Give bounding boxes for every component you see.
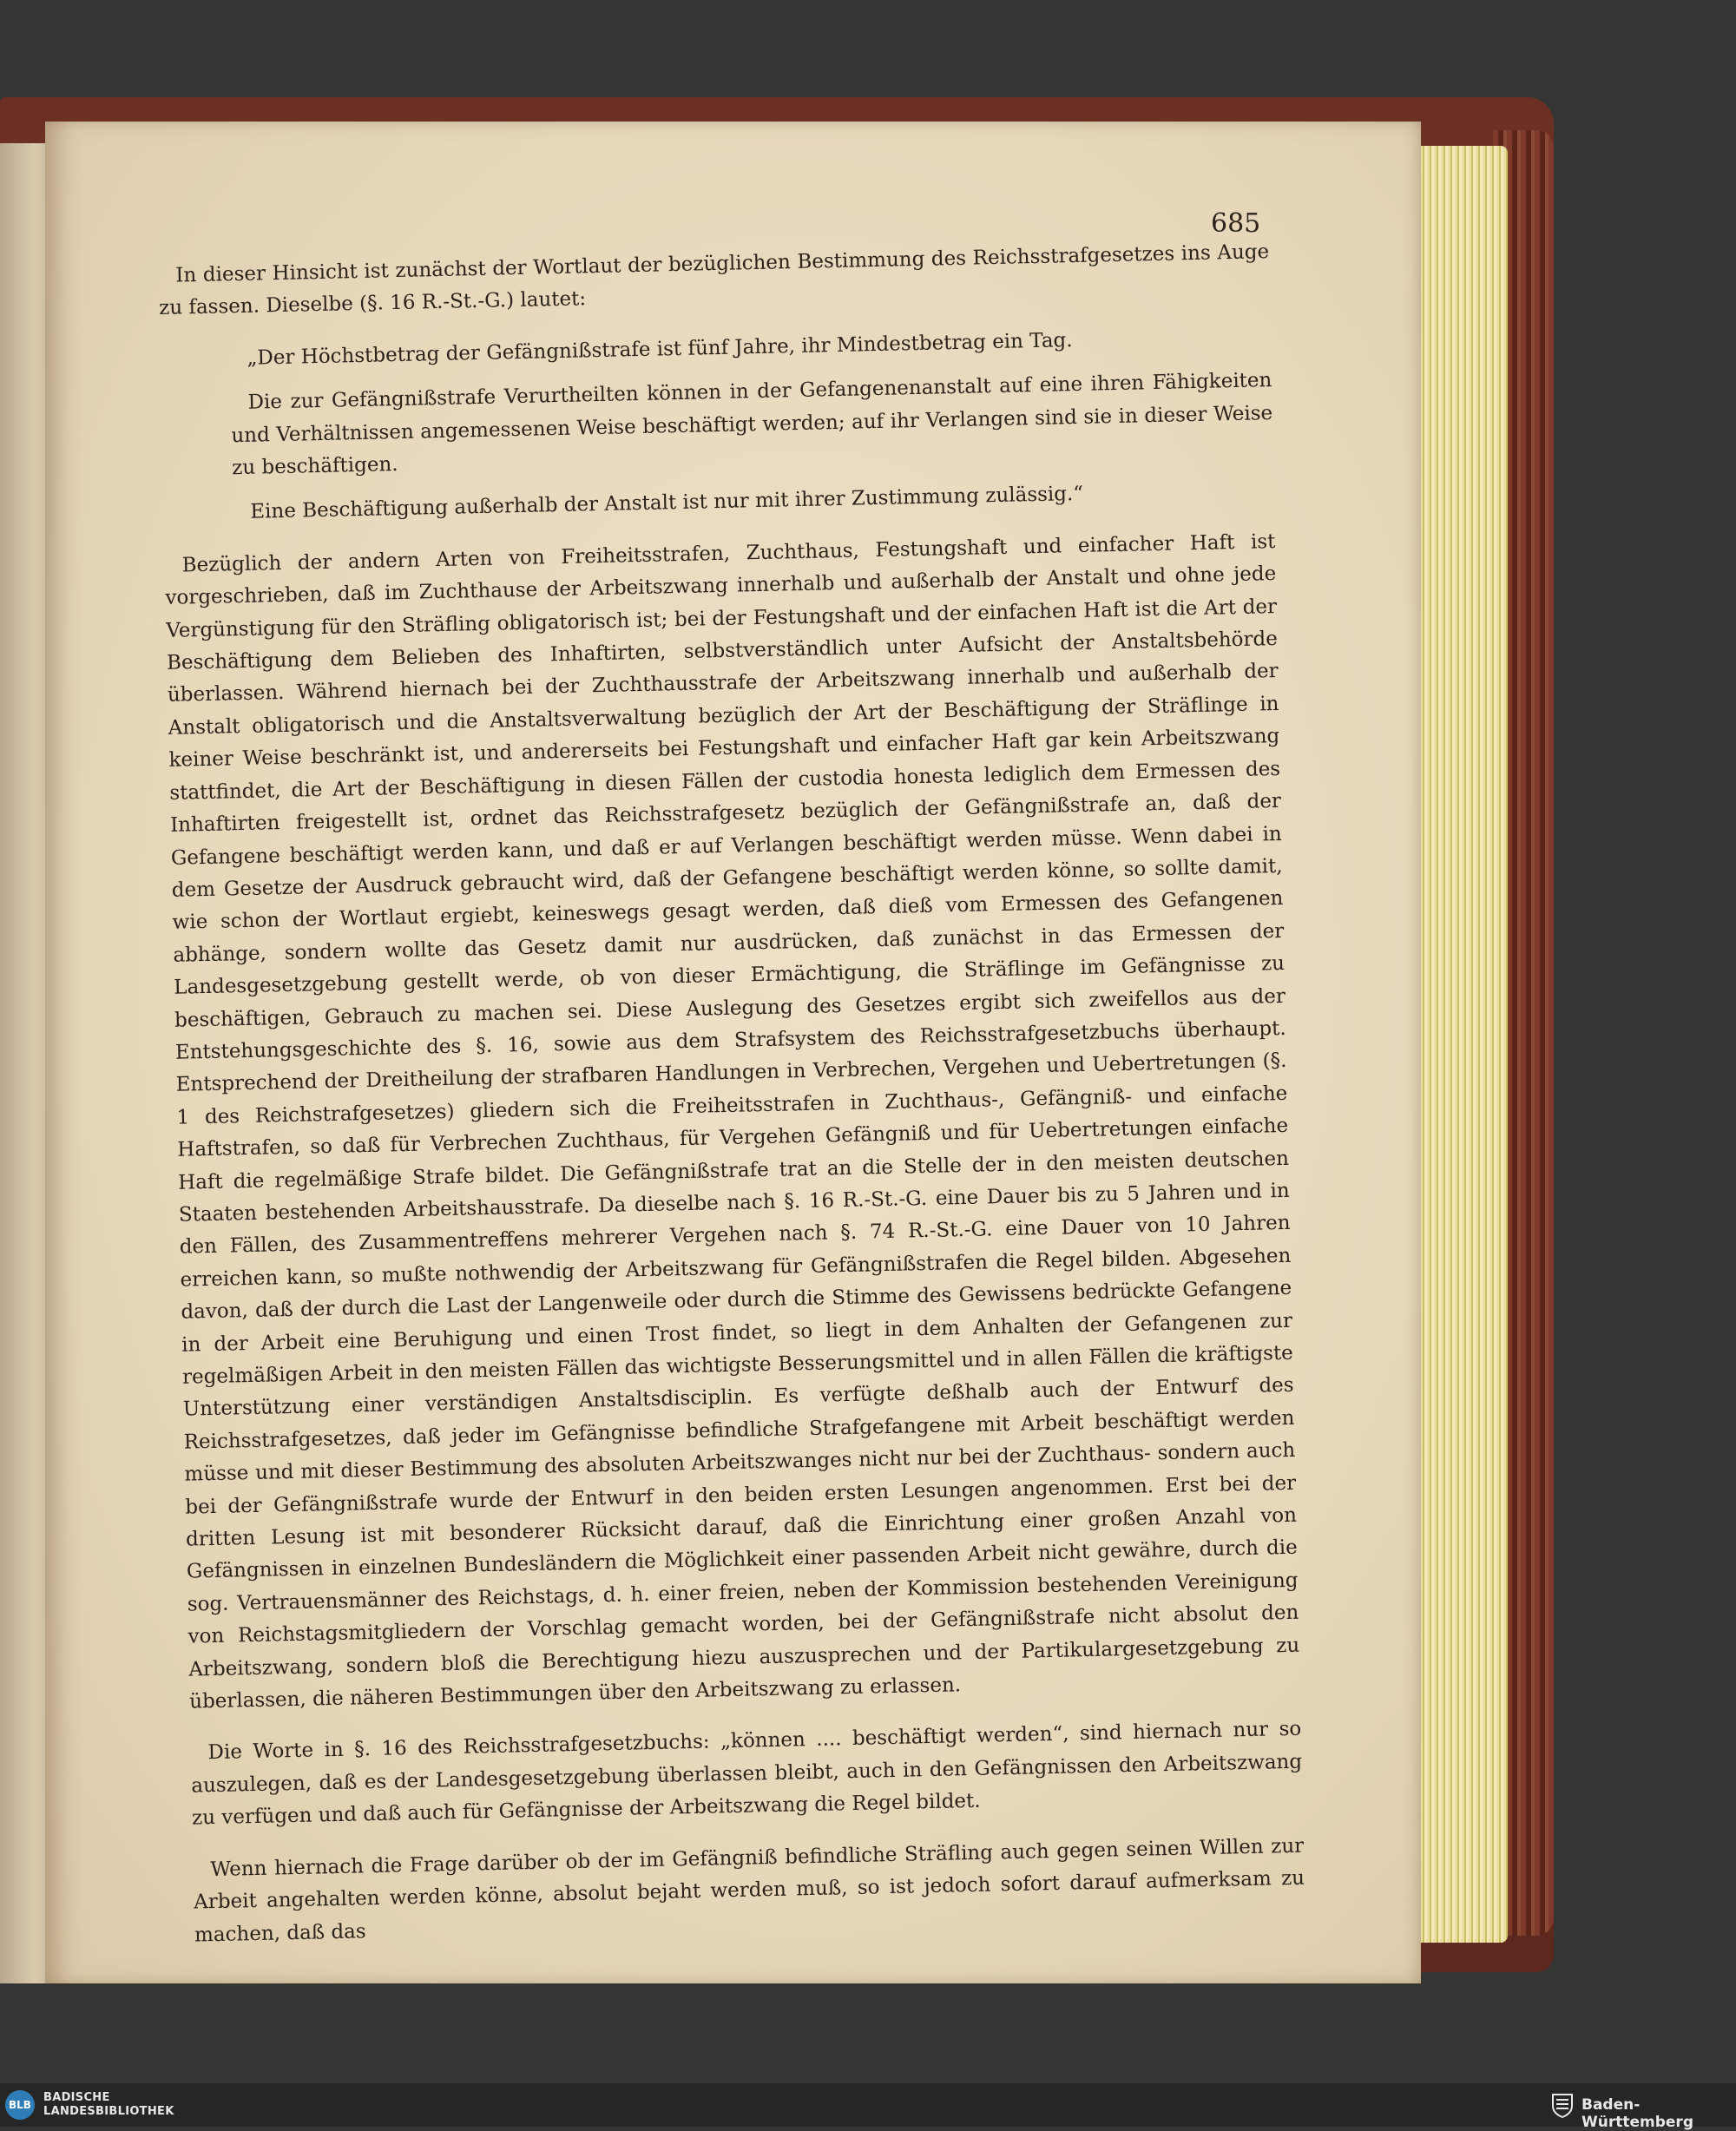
blb-name[interactable] xyxy=(43,2091,174,2119)
paragraph-main: Bezüglich der andern Arten von Freiheitsstrafen, Zuchthaus, Festungshaft und einfacher Haft ist vorgeschrieben, daß im Zuchthause der Arbeitszwang innerhalb und außerhalb der Anstalt und ohne jede Vergünstigung für den Sträfling obligatorisch ist; bei der Festungshaft und der einfachen Haft ist die Art der Beschäftigung dem Belieben des Inhaftirten, selbstverständlich unter Aufsicht der Anstaltsbehörde überlassen. Während hiernach bei der Zuchthausstrafe der Arbeitszwang innerhalb und außerhalb der Anstalt obligatorisch und die Anstaltsverwaltung bezüglich der Art der Beschäftigung der Sträflinge in keiner Weise beschränkt ist, und andererseits bei Festungshaft und einfacher Haft gar kein Arbeitszwang stattfindet, die Art der Beschäftigung in diesen Fällen der custodia honesta lediglich dem Ermessen des Inhaftirten freigestellt ist, ordnet das Reichsstrafgesetz bezüglich der Gefängnißstrafe an, daß der Gefangene beschäftigt werden kann, und daß er auf Verlangen beschäftigt werden müsse. Wenn dabei in dem Gesetze der Ausdruck gebraucht wird, daß der Gefangene beschäftigt werden könne, so sollte damit, wie schon der Wortlaut ergiebt, keineswegs gesagt werden, daß dieß vom Ermessen des Gefangenen abhänge, sondern wollte das Gesetz damit nur ausdrücken, daß zunächst in das Ermessen der Landesgesetzgebung gestellt werde, ob von dieser Ermächtigung, die Sträflinge im Gefängnisse zu beschäftigen, Gebrauch zu machen sei. Diese Auslegung des Gesetzes ergibt sich zweifellos aus der Entstehungsgeschichte des §. 16, sowie aus dem Strafsystem des Reichsstrafgesetzbuchs überhaupt. Entsprechend der Dreitheilung der strafbaren Handlungen in Verbrechen, Vergehen und Uebertretungen (§. 1 des Reichstrafgesetzes) gliedern sich die Freiheitsstrafen in Zuchthaus-, Gefängniß- und einfache Haftstrafen, so daß für Verbrechen Zuchthaus, für Vergehen Gefängniß und für Uebertretungen einfache Haft die regelmäßige Strafe bildet. Die Gefängnißstrafe trat an die Stelle der in den meisten deutschen Staaten bestehenden Arbeitshausstrafe. Da dieselbe nach §. 16 R.-St.-G. eine Dauer bis zu 5 Jahren und in den Fällen, des Zusammentreffens mehrerer Vergehen nach §. 74 R.-St.-G. eine Dauer von 10 Jahren erreichen kann, so mußte nothwendig der Arbeitszwang für Gefängnißstrafen die Regel bilden. Abgesehen davon, daß der durch die Last der Langenweile oder durch die Stimme des Gewissens bedrückte Gefangene in der Arbeit eine Beruhigung und einen Trost findet, so liegt in dem Anhalten der Gefangenen zur regelmäßigen Arbeit in den meisten Fällen das wichtigste Besserungsmittel und in allen Fällen die kräftigste Unterstützung einer verständigen Anstaltsdisciplin. Es verfügte deßhalb auch der Entwurf des Reichsstrafgesetzes, daß jeder im Gefängnisse befindliche Strafgefangene mit Arbeit beschäftigt werden müsse und mit dieser Bestimmung des absoluten Arbeitszwanges nicht nur bei der Zuchthaus- sondern auch bei der Gefängnißstrafe wurde der Entwurf in den beiden ersten Lesungen angenommen. Erst bei der dritten Lesung ist mit besonderer Rücksicht darauf, daß die Einrichtung einer großen Anzahl von Gefängnissen in einzelnen Bundesländern die Möglichkeit einer passenden Arbeit nicht gewähre, durch die sog. Vertrauensmänner des Reichstags, d. h. einer freien, neben der Kommission bestehenden Vereinigung von Reichstagsmitgliedern der Vorschlag gemacht worden, bei der Gefängnißstrafe nicht absolut den Arbeitszwang, sondern bloß die Berechtigung hiezu auszusprechen und der Partikulargesetzgebung zu überlassen, die näheren Bestimmungen über den Arbeitszwang zu erlassen. xyxy=(165,529,1300,1713)
quote-line-3: Eine Beschäftigung außerhalb der Anstalt ist nur mit ihrer Zustimmung zulässig.“ xyxy=(250,483,1084,524)
bw-name[interactable]: Baden-Württemberg xyxy=(1581,2096,1693,2131)
quote-line-1: „Der Höchstbetrag der Gefängnißstrafe ist fünf Jahre, ihr Mindestbetrag ein Tag. xyxy=(247,328,1073,370)
footer-bar xyxy=(0,2083,1736,2131)
paragraph-intro: In dieser Hinsicht ist zunächst der Wortlaut der bezüglichen Bestimmung des Reichsstrafgesetzes ins Auge zu fassen. Dieselbe (§. 16 R.-St.-G.) lautet: xyxy=(158,240,1270,320)
blb-name-line2: LANDESBIBLIOTHEK xyxy=(43,2105,174,2118)
coat-of-arms-icon[interactable] xyxy=(1549,2092,1575,2118)
page-number: 685 xyxy=(1211,208,1261,239)
blb-name-line1: BADISCHE xyxy=(43,2091,110,2104)
paragraph-final: Wenn hiernach die Frage darüber ob der im Gefängniß befindliche Sträfling auch gegen seinen Willen zur Arbeit angehalten werden könne, absolut bejaht werden muß, so ist jedoch sofort darauf aufmerksam zu machen, daß das xyxy=(193,1834,1305,1947)
page-text xyxy=(158,236,1305,1951)
blb-logo-icon[interactable]: BLB xyxy=(5,2090,35,2120)
paragraph-interpretation: Die Worte in §. 16 des Reichsstrafgesetzbuchs: „können .... beschäftigt werden“, sind hiernach nur so auszulegen, daß es der Landesgesetzgebung überlassen bleibt, auch in den Gefängnissen den Arbeitszwang zu verfügen und daß auch für Gefängnisse der Arbeitszwang die Regel bildet. xyxy=(191,1718,1303,1830)
quote-line-2: Die zur Gefängnißstrafe Verurtheilten können in der Gefangenenanstalt auf eine ihren Fähigkeiten und Verhältnissen angemessenen Weise beschäftigt werden; auf ihr Verlangen sind sie in dieser Weise zu beschäftigen. xyxy=(231,369,1273,480)
